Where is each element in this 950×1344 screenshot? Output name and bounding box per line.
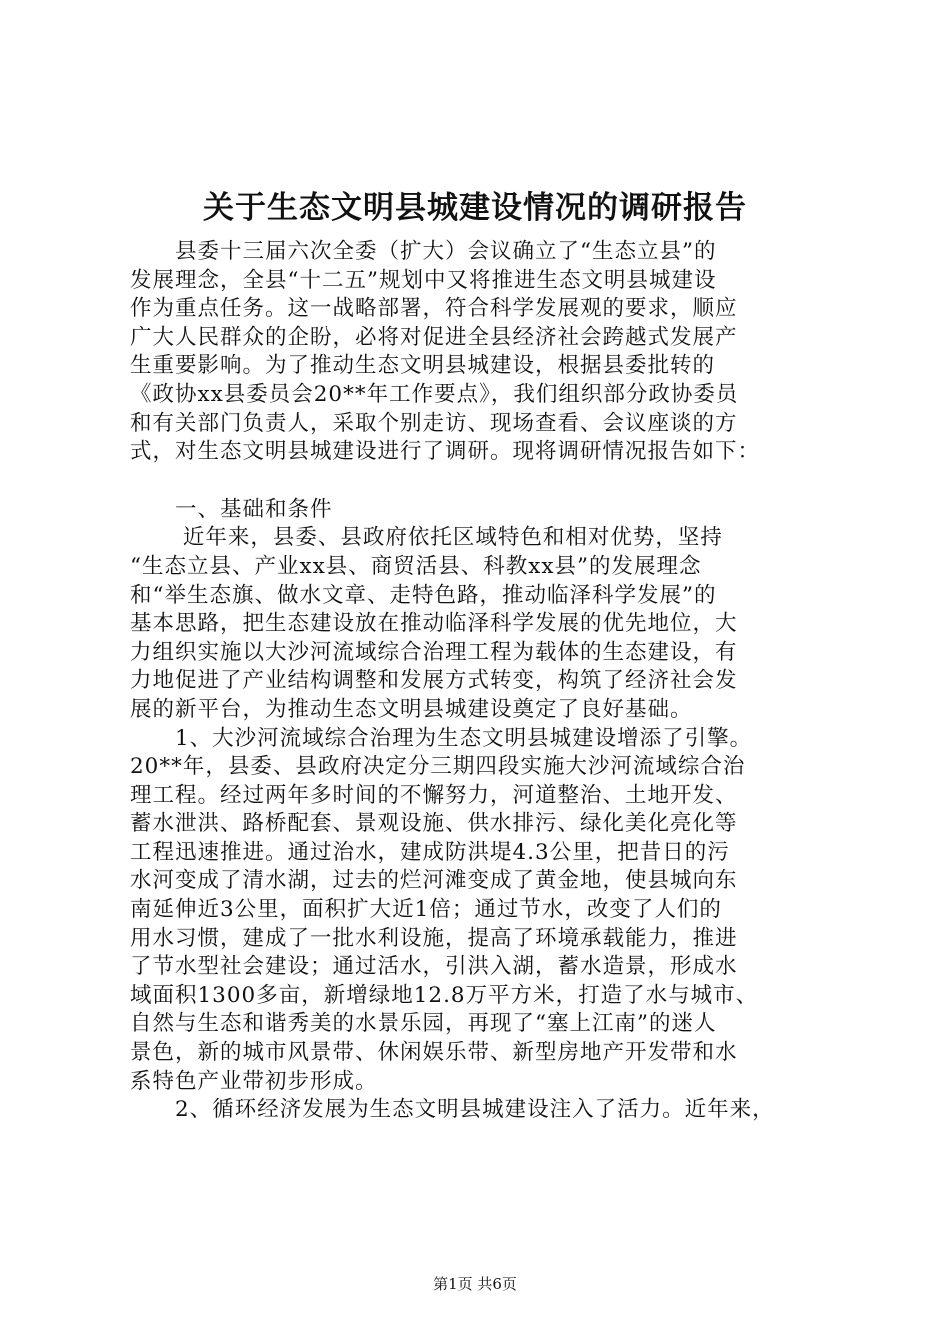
text-line: 20**年，县委、县政府决定分三期四段实施大沙河流域综合治 (130, 754, 746, 780)
text-line: 了节水型社会建设；通过活水，引洪入湖，蓄水造景，形成水 (130, 954, 738, 980)
paragraph-gap (130, 467, 852, 496)
text-line: 一、基础和条件 (130, 496, 333, 522)
text-line: 县委十三届六次全委（扩大）会议确立了“生态立县”的 (130, 239, 717, 264)
text-line: 水河变成了清水湖，过去的烂河滩变成了黄金地，使县城向东 (130, 868, 738, 894)
document-body (130, 238, 852, 1125)
text-line: 系特色产业带初步形成。 (130, 1068, 378, 1094)
text-line: 自然与生态和谐秀美的水景乐园，再现了“塞上江南”的迷人 (130, 1011, 717, 1037)
text-line: 用水习惯，建成了一批水利设施，提高了环境承载能力，推进 (130, 925, 738, 951)
document-title: 关于生态文明县城建设情况的调研报告 (203, 190, 747, 226)
text-line: 《政协xx县委员会20**年工作要点》，我们组织部分政协委员 (130, 381, 739, 407)
text-line: 基本思路，把生态建设放在推动临泽科学发展的优先地位，大 (130, 611, 738, 637)
text-line: 广大人民群众的企盼，必将对促进全县经济社会跨越式发展产 (130, 324, 738, 350)
text-line: 和“举生态旗、做水文章、走特色路，推动临泽科学发展”的 (130, 582, 717, 608)
text-line: 域面积1300多亩，新增绿地12.8万平方米，打造了水与城市、 (130, 982, 759, 1008)
text-line: “生态立县、产业xx县、商贸活县、科教xx县”的发展理念 (130, 553, 702, 579)
text-line: 展的新平台，为推动生态文明县城建设奠定了良好基础。 (130, 696, 693, 722)
text-line: 景色，新的城市风景带、休闲娱乐带、新型房地产开发带和水 (130, 1040, 738, 1066)
text-line: 1、大沙河流域综合治理为生态文明县城建设增添了引擎。 (130, 725, 753, 751)
text-line: 南延伸近3公里，面积扩大近1倍；通过节水，改变了人们的 (130, 897, 722, 923)
text-line: 生重要影响。为了推动生态文明县城建设，根据县委批转的 (130, 353, 716, 379)
text-line: 作为重点任务。这一战略部署，符合科学发展观的要求，顺应 (130, 296, 738, 322)
text-line: 力地促进了产业结构调整和发展方式转变，构筑了经济社会发 (130, 668, 738, 694)
text-line: 理工程。经过两年多时间的不懈努力，河道整治、土地开发、 (130, 782, 738, 808)
text-line: 蓄水泄洪、路桥配套、景观设施、供水排污、绿化美化亮化等 (130, 811, 738, 837)
text-line: 和有关部门负责人，采取个别走访、现场查看、会议座谈的方 (130, 410, 738, 436)
text-line: 力组织实施以大沙河流域综合治理工程为载体的生态建设，有 (130, 639, 738, 665)
page-footer: 第1页 共6页 (433, 1275, 517, 1293)
text-line: 式，对生态文明县城建设进行了调研。现将调研情况报告如下： (130, 439, 761, 465)
text-line: 工程迅速推进。通过治水，建成防洪堤4.3公里，把昔日的污 (130, 839, 730, 865)
text-line: 近年来，县委、县政府依托区域特色和相对优势，坚持 (130, 525, 723, 551)
text-line: 2、循环经济发展为生态文明县城建设注入了活力。近年来， (130, 1097, 775, 1123)
text-line: 发展理念，全县“十二五”规划中又将推进生态文明县城建设 (130, 267, 717, 293)
